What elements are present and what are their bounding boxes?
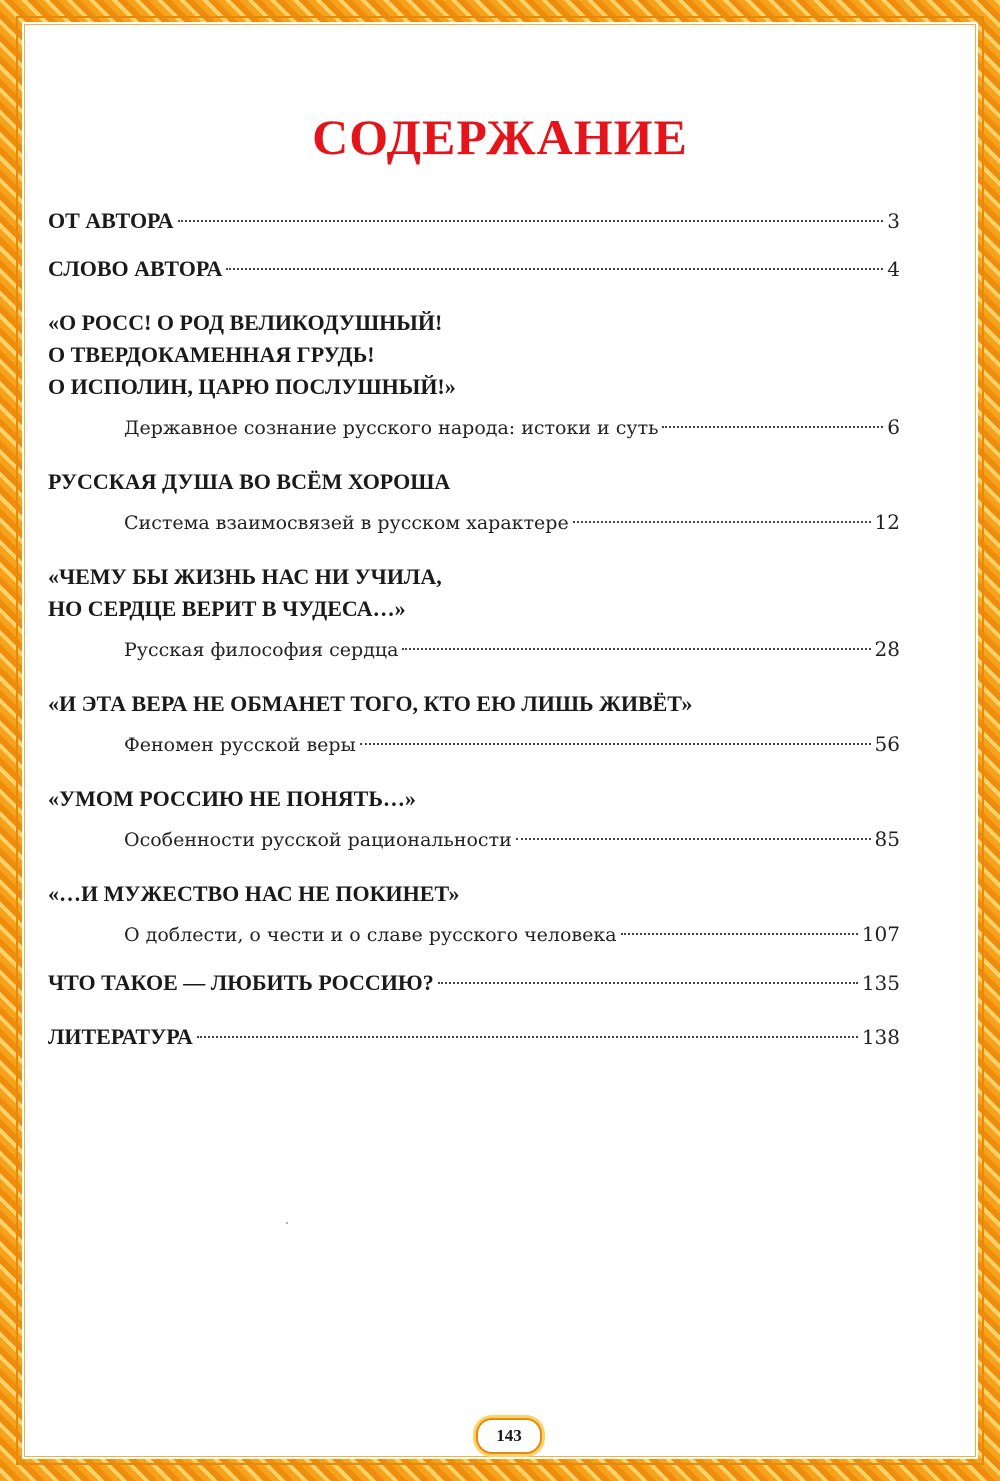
toc-page-number: 135 [861, 971, 900, 995]
toc-heading: СЛОВО АВТОРА [48, 256, 223, 281]
toc-entry[interactable] [48, 967, 900, 999]
toc-page-number: 56 [874, 732, 900, 756]
toc-page-number: 6 [887, 415, 900, 439]
toc-heading: ОТ АВТОРА [48, 208, 174, 233]
toc-heading: О ИСПОЛИН, ЦАРЮ ПОСЛУШНЫЙ!» [48, 374, 456, 399]
toc-heading: «И ЭТА ВЕРА НЕ ОБМАНЕТ ТОГО, КТО ЕЮ ЛИШЬ ЖИВЁТ» [48, 691, 693, 716]
dot-leader [438, 982, 858, 984]
toc-page-number: 85 [874, 827, 900, 851]
toc-entry[interactable] [48, 205, 900, 237]
toc-heading: О ТВЕРДОКАМЕННАЯ ГРУДЬ! [48, 342, 375, 367]
dot-leader [516, 838, 871, 840]
toc-entry[interactable] [48, 878, 900, 951]
dot-leader [226, 268, 883, 270]
toc-heading: РУССКАЯ ДУША ВО ВСЁМ ХОРОША [48, 469, 451, 494]
dot-leader [360, 743, 871, 745]
toc-subtitle: Система взаимосвязей в русском характере [124, 512, 569, 534]
toc-entry[interactable] [48, 1021, 900, 1053]
page-title: СОДЕРЖАНИЕ [312, 109, 688, 165]
dot-leader [178, 220, 884, 222]
toc-subtitle: О доблести, о чести и о славе русского человека [124, 924, 617, 946]
toc-page-number: 12 [874, 510, 900, 534]
toc-entry[interactable] [48, 783, 900, 856]
speck [286, 1222, 288, 1224]
toc-page-number: 3 [887, 209, 900, 233]
dot-leader [573, 521, 871, 523]
toc-entry[interactable] [48, 466, 900, 539]
toc-subtitle: Державное сознание русского народа: истоки и суть [124, 417, 659, 439]
toc-heading: ЛИТЕРАТУРА [48, 1024, 193, 1049]
dot-leader [621, 933, 858, 935]
toc-subtitle: Феномен русской веры [124, 734, 356, 756]
toc-entry[interactable] [48, 307, 900, 444]
table-of-contents [48, 205, 900, 1053]
toc-heading: «О РОСС! О РОД ВЕЛИКОДУШНЫЙ! [48, 310, 443, 335]
toc-page-number: 107 [861, 922, 900, 946]
dot-leader [662, 426, 883, 428]
toc-entry[interactable] [48, 561, 900, 666]
toc-page-number: 28 [874, 637, 900, 661]
toc-heading: «ЧЕМУ БЫ ЖИЗНЬ НАС НИ УЧИЛА, [48, 564, 442, 589]
toc-entry[interactable] [48, 688, 900, 761]
toc-subtitle: Русская философия сердца [124, 639, 399, 661]
toc-page-number: 138 [861, 1025, 900, 1049]
toc-page-number: 4 [887, 257, 900, 281]
toc-heading: НО СЕРДЦЕ ВЕРИТ В ЧУДЕСА…» [48, 596, 406, 621]
toc-heading: «УМОМ РОССИЮ НЕ ПОНЯТЬ…» [48, 786, 416, 811]
dot-leader [197, 1036, 858, 1038]
dot-leader [402, 648, 870, 650]
toc-entry[interactable] [48, 253, 900, 285]
toc-heading: «…И МУЖЕСТВО НАС НЕ ПОКИНЕТ» [48, 881, 460, 906]
toc-heading: ЧТО ТАКОЕ — ЛЮБИТЬ РОССИЮ? [48, 970, 434, 995]
toc-subtitle: Особенности русской рациональности [124, 829, 512, 851]
page-number-badge: 143 [476, 1418, 542, 1454]
